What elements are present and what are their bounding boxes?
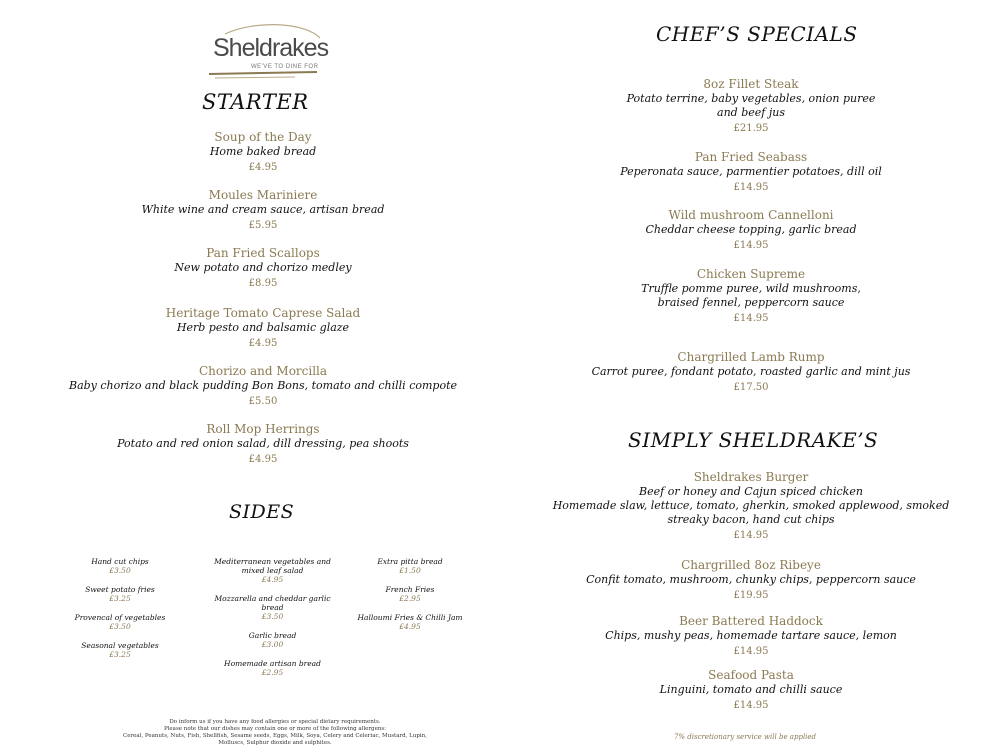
item-description: White wine and cream sauce, artisan bread (141, 203, 385, 216)
side-item (60, 585, 180, 603)
side-name: Sweet potato fries (85, 585, 155, 594)
side-price: £2.95 (261, 668, 284, 677)
side-item (350, 613, 470, 631)
logo-tagline: WE'VE TO DINE FOR (251, 64, 319, 70)
chefs-specials-title: CHEF’S SPECIALS (656, 22, 858, 46)
item-name: Sheldrakes Burger (693, 470, 809, 484)
item-description: Linguini, tomato and chilli sauce (659, 683, 843, 696)
item-description: Home baked bread (209, 145, 317, 158)
logo-name: Sheldrakes (213, 34, 329, 62)
allergy-line: Do inform us if you have any food allergies or special dietary requirements. (169, 719, 381, 725)
side-name: Halloumi Fries & Chilli Jam (357, 613, 463, 622)
item-price: £14.95 (733, 700, 769, 711)
item-name: Moules Mariniere (208, 188, 318, 202)
item-price: £4.95 (248, 338, 278, 349)
menu-item (0, 130, 526, 175)
side-item (205, 631, 340, 649)
starter-title: STARTER (202, 90, 309, 114)
item-description: Peperonata sauce, parmentier potatoes, dill oil (620, 165, 882, 178)
side-name: Mozzarella and cheddar garlic bread (214, 594, 331, 612)
menu-item (0, 188, 526, 233)
sides-column (60, 557, 180, 669)
item-price: £5.95 (248, 220, 278, 231)
allergy-line: Please note that our dishes may contain one or more of the following allergens: (163, 726, 387, 732)
item-description: Homemade slaw, lettuce, tomato, gherkin, smoked applewood, smoked (552, 499, 950, 512)
item-description: Herb pesto and balsamic glaze (176, 321, 350, 334)
side-name: Garlic bread (248, 631, 297, 640)
item-description: streaky bacon, hand cut chips (667, 513, 835, 526)
menu-item (0, 246, 526, 291)
simply-sheldrakes-title: SIMPLY SHELDRAKE’S (628, 428, 879, 452)
item-price: £8.95 (248, 278, 278, 289)
item-price: £14.95 (733, 182, 769, 193)
item-name: Seafood Pasta (708, 668, 794, 682)
side-name: Provencal of vegetables (74, 613, 166, 622)
sides-column (205, 557, 340, 687)
item-description: Beef or honey and Cajun spiced chicken (639, 485, 863, 498)
item-description: Potato terrine, baby vegetables, onion puree (626, 92, 876, 105)
menu-item (504, 150, 998, 195)
menu-item (504, 350, 998, 395)
menu-item (504, 208, 998, 253)
item-price: £4.95 (248, 454, 278, 465)
item-description: Cheddar cheese topping, garlic bread (645, 223, 857, 236)
side-name: Hand cut chips (91, 557, 149, 566)
side-price: £4.95 (261, 575, 284, 584)
menu-item (0, 364, 526, 409)
item-price: £5.50 (248, 396, 278, 407)
item-name: Chorizo and Morcilla (198, 364, 328, 378)
side-item (350, 585, 470, 603)
side-price: £2.95 (399, 594, 421, 603)
side-item (205, 659, 340, 677)
item-description: Potato and red onion salad, dill dressing, pea shoots (117, 437, 409, 450)
menu-item (504, 470, 998, 543)
side-price: £4.95 (399, 622, 421, 631)
sides-column (350, 557, 470, 641)
item-name: Roll Mop Herrings (206, 422, 320, 436)
item-name: Heritage Tomato Caprese Salad (165, 306, 361, 320)
menu-item (504, 267, 998, 326)
item-name: 8oz Fillet Steak (703, 77, 799, 91)
side-name: Extra pitta bread (377, 557, 443, 566)
item-name: Chargrilled 8oz Ribeye (681, 558, 821, 572)
side-name: Homemade artisan bread (224, 659, 321, 668)
side-price: £1.50 (399, 566, 421, 575)
menu-item (504, 77, 998, 136)
item-description: Baby chorizo and black pudding Bon Bons, tomato and chilli compote (68, 379, 457, 392)
side-price: £3.50 (109, 622, 131, 631)
item-description: Chips, mushy peas, homemade tartare sauce, lemon (605, 629, 897, 642)
side-name: Mediterranean vegetables and mixed leaf salad (214, 557, 331, 575)
item-price: £19.95 (733, 590, 769, 601)
side-item (350, 557, 470, 575)
side-price: £3.25 (109, 650, 131, 659)
menu-item (504, 668, 998, 713)
side-item (60, 557, 180, 575)
sides-title: SIDES (229, 501, 295, 523)
item-price: £14.95 (733, 530, 769, 541)
item-name: Soup of the Day (214, 130, 312, 144)
menu-item (504, 614, 998, 659)
side-name: French Fries (385, 585, 435, 594)
allergy-line: Molluscs, Sulphur dioxide and sulphites. (218, 740, 332, 746)
item-price: £21.95 (733, 123, 769, 134)
allergy-notice (120, 719, 430, 747)
side-price: £3.25 (109, 594, 131, 603)
item-price: £14.95 (733, 313, 769, 324)
item-name: Beer Battered Haddock (679, 614, 823, 628)
side-price: £3.50 (109, 566, 131, 575)
item-description: and beef jus (717, 106, 785, 119)
item-name: Chargrilled Lamb Rump (677, 350, 825, 364)
item-description: New potato and chorizo medley (174, 261, 352, 274)
side-name: Seasonal vegetables (81, 641, 159, 650)
service-note: 7% discretionary service will be applied (673, 733, 817, 741)
side-item (60, 613, 180, 631)
menu-item (0, 422, 526, 467)
item-description: Truffle pomme puree, wild mushrooms, (641, 282, 861, 295)
item-price: £14.95 (733, 240, 769, 251)
side-item (205, 594, 340, 621)
item-description: braised fennel, peppercorn sauce (657, 296, 845, 309)
item-price: £17.50 (733, 382, 769, 393)
sheldrakes-logo (205, 24, 330, 82)
side-price: £3.00 (261, 640, 284, 649)
side-item (205, 557, 340, 584)
item-price: £14.95 (733, 646, 769, 657)
item-description: Carrot puree, fondant potato, roasted garlic and mint jus (591, 365, 911, 378)
side-price: £3.50 (261, 612, 284, 621)
menu-item (0, 306, 526, 351)
item-name: Wild mushroom Cannelloni (668, 208, 834, 222)
item-name: Pan Fried Seabass (694, 150, 808, 164)
item-price: £4.95 (248, 162, 278, 173)
side-item (60, 641, 180, 659)
item-description: Confit tomato, mushroom, chunky chips, peppercorn sauce (586, 573, 916, 586)
allergy-line: Cereal, Peanuts, Nuts, Fish, Shellfish, Sesame seeds, Eggs, Milk, Soya, Celery and Celeriac, Mustard, Lupin, (123, 733, 427, 739)
item-name: Chicken Supreme (696, 267, 806, 281)
menu-item (504, 558, 998, 603)
item-name: Pan Fried Scallops (206, 246, 320, 260)
